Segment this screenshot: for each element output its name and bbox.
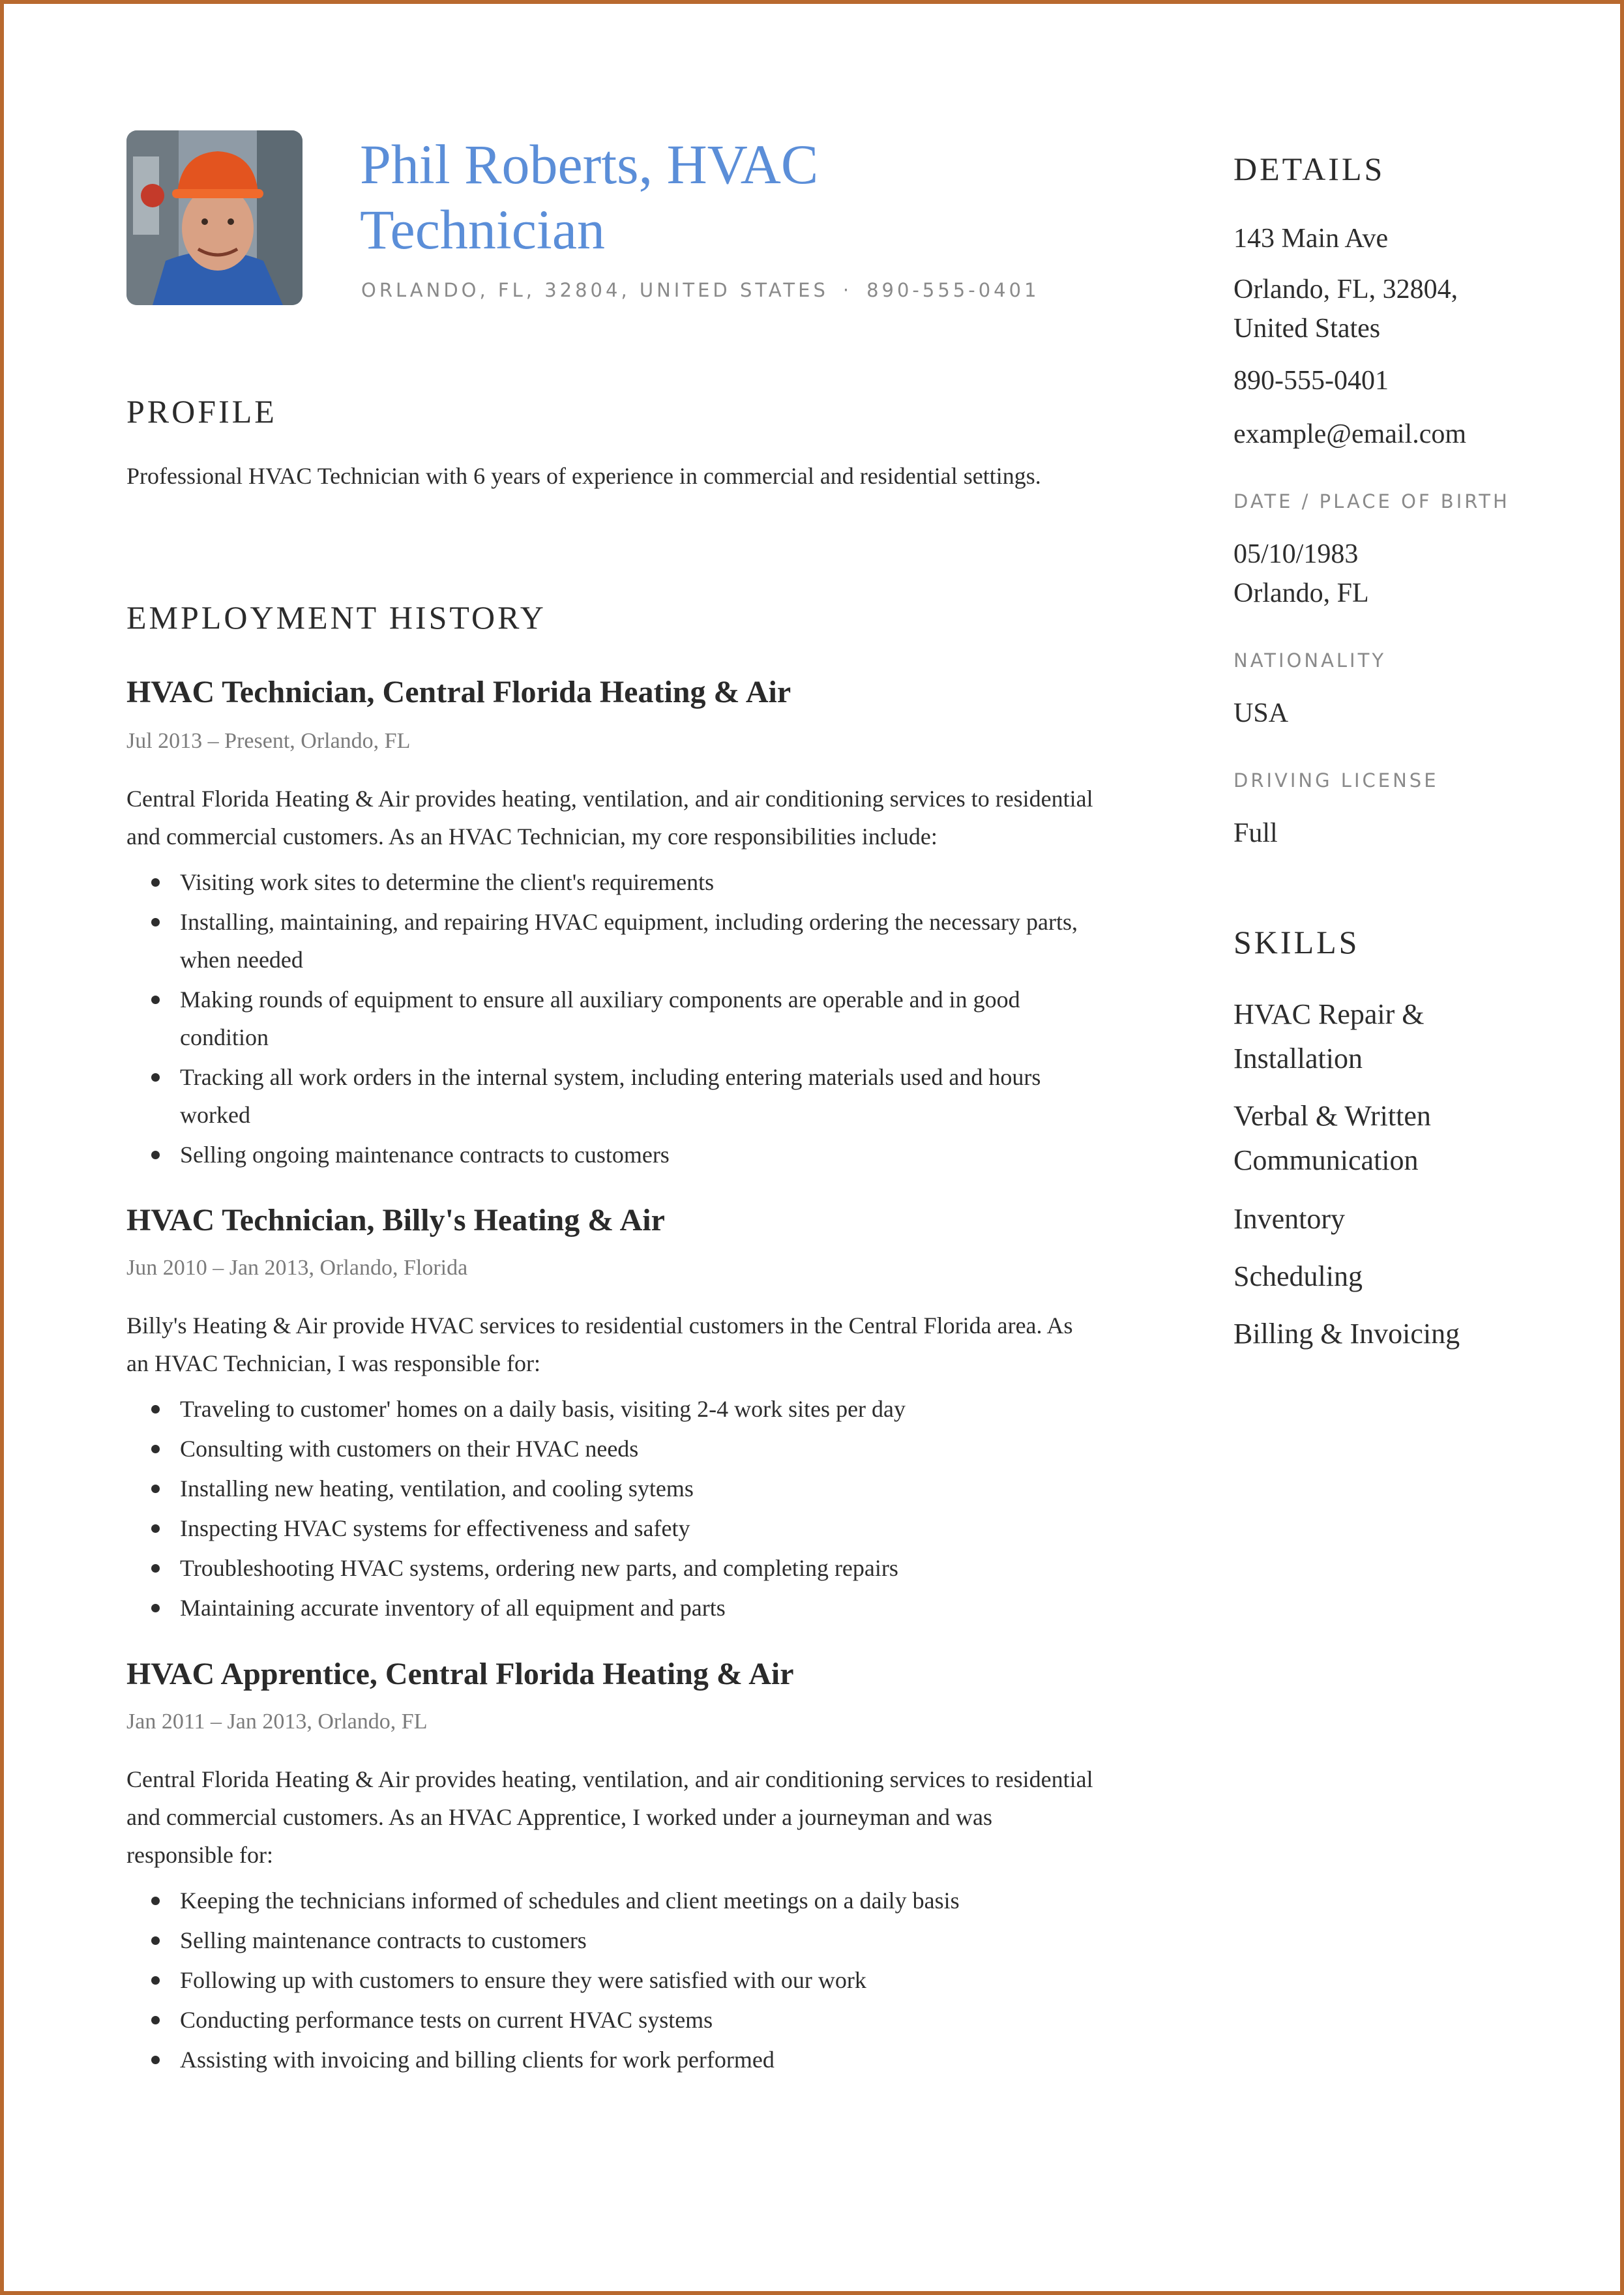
profile-photo bbox=[126, 130, 303, 305]
license-value: Full bbox=[1233, 818, 1278, 848]
list-item: Troubleshooting HVAC systems, ordering new parts, and completing repairs bbox=[126, 1549, 1098, 1587]
birth-label: DATE / PLACE OF BIRTH bbox=[1233, 490, 1510, 512]
list-item: Conducting performance tests on current HVAC systems bbox=[126, 2001, 1098, 2039]
list-item: Making rounds of equipment to ensure all auxiliary components are operable and in good condition bbox=[126, 981, 1098, 1056]
list-item: Maintaining accurate inventory of all equipment and parts bbox=[126, 1589, 1098, 1627]
list-item: Tracking all work orders in the internal system, including entering materials used and hours worked bbox=[126, 1058, 1098, 1134]
list-item: Consulting with customers on their HVAC needs bbox=[126, 1430, 1098, 1468]
skill-item: Billing & Invoicing bbox=[1233, 1318, 1460, 1350]
profile-heading: PROFILE bbox=[126, 393, 277, 430]
details-address-line1: 143 Main Ave bbox=[1233, 224, 1389, 254]
details-address-line2: Orlando, FL, 32804, United States bbox=[1233, 274, 1458, 344]
details-email[interactable]: example@email.com bbox=[1233, 419, 1467, 449]
nationality-value: USA bbox=[1233, 698, 1289, 728]
list-item: Traveling to customer' homes on a daily basis, visiting 2-4 work sites per day bbox=[126, 1390, 1098, 1428]
job-dates: Jan 2011 – Jan 2013, Orlando, FL bbox=[126, 1710, 428, 1734]
skills-heading: SKILLS bbox=[1233, 924, 1360, 960]
job-dates: Jun 2010 – Jan 2013, Orlando, Florida bbox=[126, 1256, 468, 1280]
list-item: Keeping the technicians informed of schedules and client meetings on a daily basis bbox=[126, 1882, 1098, 1919]
header-phone: 890-555-0401 bbox=[866, 279, 1040, 301]
job-responsibilities bbox=[126, 863, 1098, 1176]
list-item: Visiting work sites to determine the client's requirements bbox=[126, 863, 1098, 901]
list-item: Selling ongoing maintenance contracts to customers bbox=[126, 1136, 1098, 1174]
candidate-name: Phil Roberts, HVAC Technician bbox=[360, 133, 819, 261]
job-responsibilities bbox=[126, 1882, 1098, 2080]
skill-item: Inventory bbox=[1233, 1203, 1346, 1235]
skill-item: Scheduling bbox=[1233, 1260, 1363, 1292]
job-description: Billy's Heating & Air provide HVAC services to residential customers in the Central Florida area. As an HVAC Technician, I was responsible for: bbox=[126, 1312, 1073, 1376]
license-label: DRIVING LICENSE bbox=[1233, 769, 1439, 792]
nationality-label: NATIONALITY bbox=[1233, 649, 1387, 672]
job-responsibilities bbox=[126, 1390, 1098, 1629]
details-heading: DETAILS bbox=[1233, 151, 1385, 187]
job-dates: Jul 2013 – Present, Orlando, FL bbox=[126, 729, 411, 753]
job-title: HVAC Technician, Central Florida Heating & Air bbox=[126, 675, 791, 709]
list-item: Inspecting HVAC systems for effectiveness and safety bbox=[126, 1509, 1098, 1547]
header-separator: · bbox=[842, 279, 853, 301]
list-item: Assisting with invoicing and billing clients for work performed bbox=[126, 2041, 1098, 2079]
list-item: Installing, maintaining, and repairing HVAC equipment, including ordering the necessary parts, when needed bbox=[126, 903, 1098, 979]
list-item: Installing new heating, ventilation, and cooling sytems bbox=[126, 1470, 1098, 1507]
job-title: HVAC Technician, Billy's Heating & Air bbox=[126, 1203, 665, 1237]
job-description: Central Florida Heating & Air provides heating, ventilation, and air conditioning services to residential and commercial customers. As an HVAC Technician, my core responsibilities include: bbox=[126, 786, 1093, 850]
employment-heading: EMPLOYMENT HISTORY bbox=[126, 599, 546, 636]
list-item: Following up with customers to ensure they were satisfied with our work bbox=[126, 1961, 1098, 1999]
job-title: HVAC Apprentice, Central Florida Heating & Air bbox=[126, 1657, 794, 1691]
header-contact-line bbox=[361, 279, 1040, 301]
profile-text: Professional HVAC Technician with 6 years of experience in commercial and residential settings. bbox=[126, 463, 1041, 489]
job-description: Central Florida Heating & Air provides heating, ventilation, and air conditioning services to residential and commercial customers. As an HVAC Apprentice, I worked under a journeyman and was responsible for: bbox=[126, 1766, 1093, 1868]
skill-item: HVAC Repair & Installation bbox=[1233, 998, 1425, 1074]
birth-place: Orlando, FL bbox=[1233, 578, 1369, 608]
list-item: Selling maintenance contracts to customers bbox=[126, 1921, 1098, 1959]
skill-item: Verbal & Written Communication bbox=[1233, 1100, 1431, 1176]
header-location: ORLANDO, FL, 32804, UNITED STATES bbox=[361, 279, 829, 301]
birth-date: 05/10/1983 bbox=[1233, 539, 1359, 569]
details-phone: 890-555-0401 bbox=[1233, 366, 1389, 396]
